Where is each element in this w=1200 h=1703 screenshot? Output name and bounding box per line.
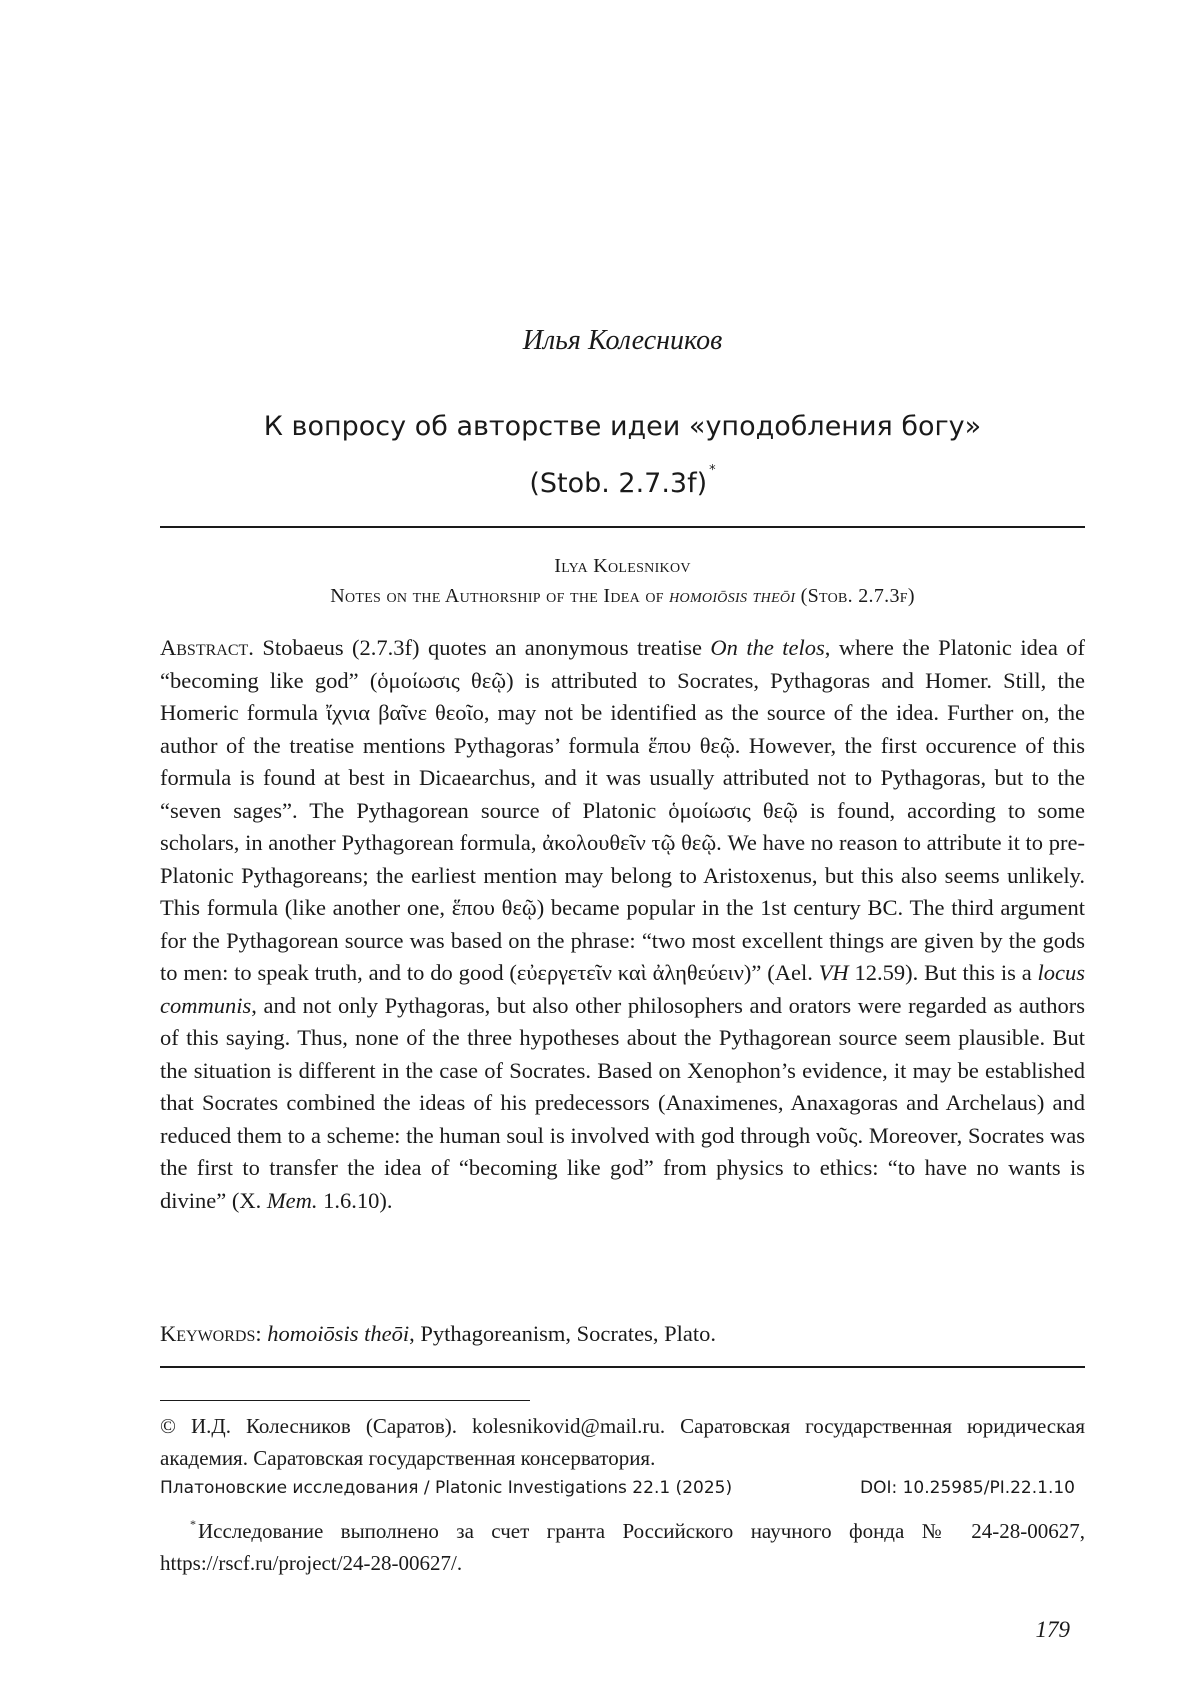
footnote-grant <box>160 1508 1085 1579</box>
abstract-text-5: 1.6.10). <box>323 1187 393 1213</box>
abstract-text-1: Stobaeus (2.7.3f) quotes an anonymous treatise <box>262 635 702 660</box>
page-number: 179 <box>1035 1617 1070 1642</box>
title-en-italic: homoiōsis theōi <box>669 585 796 607</box>
title-ru-line2 <box>160 449 1085 506</box>
article-title-ru <box>160 405 1085 506</box>
top-divider <box>160 526 1085 528</box>
keywords-label: Keywords: <box>160 1321 262 1346</box>
article-page <box>160 0 1085 1703</box>
grant-text: Исследование выполнено за счет гранта Российского научного фонда № 24-28-00627, https://rscf.ru/project/24-28-00627/. <box>160 1519 1085 1575</box>
author-name-en: Ilya Kolesnikov <box>554 555 691 577</box>
abstract-label: Abstract. <box>160 635 254 660</box>
author-name-ru: Илья Колесников <box>522 325 723 356</box>
abstract-text-2: , where the Platonic idea of “becoming like god” (ὁμοίωσις θεῷ) is attributed to Socrates, Pythagoras and Homer. Still, the Homeric formula ἴχνια βαῖνε θεοῖο, may not be identified as the source of the idea. Further on, the author of the treatise mentions Pythagoras’ formula ἕπου θεῷ. However, the first occurence of this formula is found at best in Dicaearchus, and it was usually attributed not to Pythagoras, but to the “seven sages”. The Pythagorean source of Platonic ὁμοίωσις θεῷ is found, according to some scholars, in another Pythagorean formula, ἀκολουθεῖν τῷ θεῷ. We have no reason to attribute it to pre-Platonic Pythagoreans; the earliest mention may belong to Aristoxenus, but this also seems unlikely. This formula (like another one, ἕπου θεῷ) became popular in the 1st century BC. The third argument for the Pythagorean source was based on the phrase: “two most excellent things are given by the gods to men: to speak truth, and to do good (εὐεργετεῖν καὶ ἀληθεύειν)” (Ael. <box>160 635 1086 985</box>
title-ru-citation: (Stob. 2.7.3f) <box>529 468 708 499</box>
abstract-italic-vh: VH <box>818 960 849 985</box>
abstract-italic-locus: locus communis <box>160 960 1086 1018</box>
footnote-copyright: © И.Д. Колесников (Саратов). kolesnikovid@mail.ru. Саратовская государственная юридическая академия. Саратовская государственная консерватория. <box>160 1414 1085 1470</box>
journal-line <box>160 1478 1085 1498</box>
article-title-en <box>160 585 1085 608</box>
journal-name: Платоновские исследования / Platonic Investigations 22.1 (2025) <box>160 1478 733 1498</box>
title-en-suffix: (Stob. 2.7.3f) <box>800 585 915 607</box>
title-footnote-mark: * <box>709 463 716 478</box>
title-ru-line1: К вопросу об авторстве идеи «уподобления богу» <box>263 411 982 442</box>
keywords-italic: homoiōsis theōi <box>267 1321 410 1346</box>
abstract-italic-telos: On the telos <box>710 635 825 660</box>
abstract-text-3: 12.59). But this is a <box>854 960 1032 985</box>
keywords <box>160 1318 1085 1351</box>
abstract <box>160 632 1085 1217</box>
grant-footnote-mark: * <box>190 1517 196 1531</box>
abstract-text-4: , and not only Pythagoras, but also other philosophers and orators were regarded as authors of this saying. Thus, none of the three hypotheses about the Pythagorean source seem plausible. But the situation is different in the case of Socrates. Based on Xenophon’s evidence, it may be established that Socrates combined the ideas of his predecessors (Anaximenes, Anaxagoras and Archelaus) and reduced them to a scheme: the human soul is involved with god through νοῦς. Moreover, Socrates was the first to transfer the idea of “becoming like god” from physics to ethics: “to have no wants is divine” (X. <box>160 992 1085 1213</box>
bottom-divider <box>160 1366 1085 1368</box>
footnote-divider <box>160 1400 530 1401</box>
keywords-rest: , Pythagoreanism, Socrates, Plato. <box>409 1321 716 1346</box>
title-en-prefix: Notes on the Authorship of the Idea of <box>330 585 664 607</box>
doi-text: DOI: 10.25985/PI.22.1.10 <box>859 1478 1075 1498</box>
abstract-italic-mem: Mem. <box>266 1187 318 1213</box>
